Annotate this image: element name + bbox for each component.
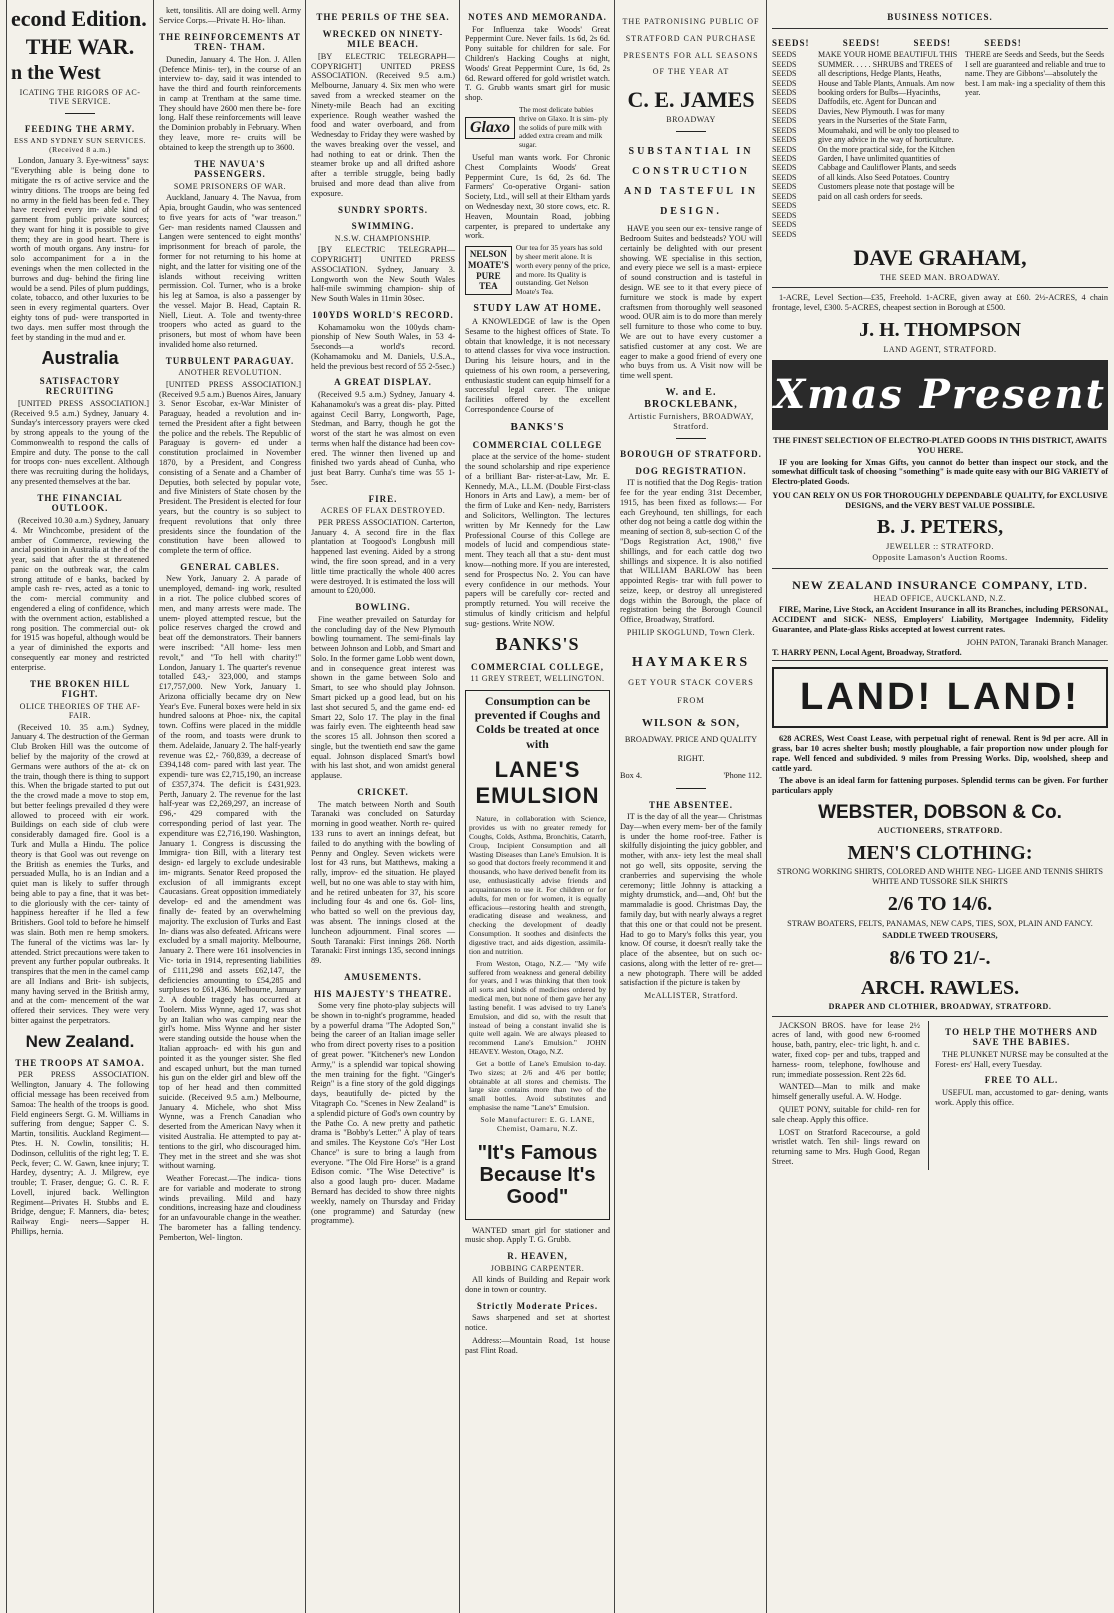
phone-number: 'Phone 112.: [723, 770, 762, 780]
seeds-word: SEEDS: [772, 78, 797, 88]
war-article: London, January 3. Eye-witness" says: "Everything able is being done to mitigate the rs of active service and the wintry ditions. The troops are being fed no army in the field has been fed e. They have received every im- able kind of garment from public private sources; they want for hing it is possible to give them; they are in good heart. There is worth of mouth organs. Any instru- for solo accompaniment for a in the evenings when the men collected in the burrows and dug- behind the firing line would be a send. Piles of plum puddings, colate, tobacco, and other luxuries to be seen in every regimental quarters. Over eighty tons of pud- were transported in two days. men suffer most through the feet by standing in the mud and er.: [11, 156, 149, 342]
column-rule: [459, 0, 460, 1613]
lanes-logo: LANE'S EMULSION: [475, 757, 600, 809]
broken-hill-heading: THE BROKEN HILL FIGHT.: [29, 678, 131, 700]
banks-name-2: BANKS'S: [495, 634, 580, 655]
thompson-sub: LAND AGENT, STRATFORD.: [883, 344, 997, 354]
theatre-heading: HIS MAJESTY'S THEATRE.: [314, 988, 452, 999]
land-text-2: The above is an ideal farm for fattening purposes. Splendid terms can be given. For further particulars apply: [772, 776, 1108, 796]
column-6: [768, 6, 1112, 1606]
banks-college-2: COMMERCIAL COLLEGE,: [470, 661, 604, 672]
famous-slogan: "It's Famous Because It's Good": [477, 1141, 598, 1208]
dog-text: IT is notified that the Dog Regis- tration fee for the year ending 31st December, 1915, has been fixed as follows:— For each Greyhound, ten shillings, for each other dog not being a cattle dog within the meaning of section 8, sub-section C of the "Dogs Registration Act, 1908," five shillings, and for each cattle dog two shillings and sixpence. It is also notified that WILLIAM BARLOW has been appointed Regis- trar with full power to seize, keep, or destroy all unregistered dogs within the Borough, the place of registration being the Borough Council Office, Broadway, Stratford.: [620, 478, 762, 625]
column-5: [616, 6, 766, 1606]
column-rule: [614, 0, 615, 1613]
mens-clothing-text-3: SADDLE TWEED TROUSERS,: [882, 931, 998, 941]
glaxo-logo: Glaxo: [465, 117, 515, 140]
the-war-heading: THE WAR.: [25, 33, 135, 59]
price-range-2: 8/6 TO 21/-.: [889, 947, 991, 970]
seeds-header: SEEDS! SEEDS! SEEDS! SEEDS!: [772, 37, 1022, 48]
war-credit: ESS AND SYDNEY SUN SERVICES. (Received 8 a.m.): [13, 135, 147, 154]
seeds-word: SEEDS: [772, 125, 797, 135]
column-rule: [153, 0, 154, 1613]
insurance-text: FIRE, Marine, Live Stock, an Accident Insurance in all its Branches, including PERSONAL, ACCIDENT and SICK- NESS, Employers' Liability, Mortgagee Indemnity, Fidelity Guarantee, and Plate-glass Risks accepted at lowest current rates.: [772, 605, 1108, 635]
peters-address: Opposite Lamason's Auction Rooms.: [872, 553, 1008, 563]
absentee-text: IT is the day of all the year— Christmas Day—when every mem- ber of the family is under the home roof-tree. Father is skilfully disjointing the juicy gobbler, and mother, with anx- iety lest the meal shall not go well, sits opposite, serving the cranberries and supervising the whole ceremony; little Johnny is attacking a mighty drumstick, and—and, Oh! but the mammaladie is good. Christmas Day, the family day, but with nearly always a regret that this one or that could not be present. Had to go to Mary's folks this year, you know. Of course, it doesn't really take the place of the absentee, but on such oc- casions, along with the letter of re- gret—a new photograph. There will be added satisfaction if the picture is taken by: [620, 812, 762, 988]
mens-clothing-text: STRONG WORKING SHIRTS, COLORED AND WHITE NEG- LIGEE AND TENNIS SHIRTS WHITE AND TUSSORE SILK SHIRTS: [776, 867, 1104, 887]
seeds-word: SEEDS: [772, 144, 797, 154]
notes-text: For Influenza take Woods' Great Peppermint Cure. Never fails. 1s 6d, 2s 6d. Pony suitable for children for sale. For Children's Hacking Coughs at night, Woods' Great Peppermint Cure, 1s 6d, 2s 6d. Reward offered for gold wristlet watch. T. G. Grubb wants smart girl for music shop.: [465, 24, 610, 103]
james-sub: BROADWAY: [666, 115, 716, 125]
navua-subheading: SOME PRISONERS OF WAR.: [173, 181, 287, 191]
box-number: Box 4.: [620, 770, 643, 780]
perils-heading: THE PERILS OF THE SEA.: [316, 12, 450, 22]
swimming-article: [BY ELECTRIC TELEGRAPH—COPYRIGHT] UNITED PRESS ASSOCIATION. Sydney, January 3. Longworth won the New South Wales half-mile swimming champion- ship of New South Wales in 11min 30sec.: [311, 245, 455, 304]
glaxo-text: The most delicate babies thrive on Glaxo. It is sim- ply the solids of pure milk with added extra cream and milk sugar.: [519, 104, 608, 150]
weather-forecast: Weather Forecast.—The indica- tions are for variable and moderate to strong winds prevailing. Mild and hazy conditions, increasing haze and cloudiness for an unfavourable change in the weather. The barometer has a falling tendency. Pemberton, Wel- lington.: [159, 1174, 301, 1242]
nelson-logo: NELSON MOATE'S PURE TEA: [465, 246, 512, 294]
seeds-word: SEEDS: [772, 163, 797, 173]
peters-sub: JEWELLER :: STRATFORD.: [886, 542, 994, 552]
useful-man-ad: USEFUL man, accustomed to gar- dening, wants work. Apply this office.: [935, 1088, 1108, 1107]
australia-heading: Australia: [41, 348, 119, 369]
seeds-word: SEEDS: [772, 106, 797, 116]
swimming-heading: SWIMMING.: [351, 221, 415, 232]
james-name: C. E. JAMES: [627, 87, 755, 113]
heaven-address: Address:—Mountain Road, 1st house past Flint Road.: [465, 1336, 610, 1355]
display-article: (Received 9.5 a.m.) Sydney, January 4. Kahanamoku's was a great dis- play. Pitted against Cecil Barry, Longworth, Page, Stedman, and Barry, though he got the worst of the start he was almost on even terms when half the distance had been cov- ered. The winner then livened up and finished two yards ahead of Cunha, who just beat Barry. Cunha's time was 55 1-5sec.: [311, 390, 455, 488]
wanted-ad: WANTED smart girl for stationer and music shop. Apply T. G. Grubb.: [465, 1225, 610, 1245]
samoa-heading: THE TROOPS AT SAMOA.: [15, 1057, 145, 1068]
cricket-article: The match between North and South Taranaki was concluded on Saturday morning in good weather. North re- quired 133 runs to avert an innings defeat, but failed to do anything with the bowling of Penny and Ongley. Seven wickets were lost for 43 runs, but Matthews, making a rally, improv- ed the situation. He played well, but no one was able to stay with him, and he retired unbeaten for 37, his score including four 4s and one 6s. Gol- lins, who batted so well on the previous day, was absent. The innings closed at the luncheon adjournment. Final scores — South Taranaki: First innings 268. North Taranaki: First innings 135, second innings 89.: [311, 799, 455, 966]
free-to-all: FREE TO ALL.: [984, 1075, 1059, 1086]
column-rule: [305, 0, 306, 1613]
heaven-prices: Strictly Moderate Prices.: [476, 1300, 599, 1311]
seeds-word: SEEDS: [772, 191, 797, 201]
heaven-text-2: Saws sharpened and set at shortest notice.: [465, 1313, 610, 1333]
wilson-name: WILSON & SON,: [641, 716, 741, 729]
lanes-maker: Sole Manufacturer: E. G. LANE, Chemist, Oamaru, N.Z.: [480, 1115, 595, 1133]
seeds-word: SEEDS: [772, 172, 797, 182]
column-2: [155, 6, 305, 1606]
cricket-heading: CRICKET.: [357, 787, 409, 798]
lanes-text-2: Get a bottle of Lane's Emulsion to-day. Two sizes; at 2/6 and 4/6 per bottle; obtainable at all stores and chemists. The large size contains more than two of the small bottles. Avoid substitutes and emphasise the name "Lane's" Emulsion.: [469, 1058, 606, 1113]
substantial-text: HAVE you seen our ex- tensive range of Bedroom Suites and bedsteads? YOU will certainly be delighted with our present showing. WE specialise in this section, and every piece we sell is a mast- erpiece of sound construction and is tasteful in design. WE see to it that every piece of furniture we stock is made by expert craftsmen from thoroughly well seasoned wood. OUR aim is to do more than merely sell furniture to those who come to buy. We are out to have every customer a satisfied customer at any cost. We are eager to make a good friend of every one who buys from us. A Visit now will be time well spent.: [620, 224, 762, 381]
column-rule: [766, 0, 767, 1613]
substantial-heading: SUBSTANTIAL IN CONSTRUCTION AND TASTEFUL IN DESIGN.: [623, 146, 759, 218]
fire-subheading: ACRES OF FLAX DESTROYED.: [320, 506, 446, 516]
seeds-main-text: MAKE YOUR HOME BEAUTIFUL THIS SUMMER. . . . . SHRUBS and TREES of all descriptions, Hedge Plants, Heaths, House and Table Plants, Annuals. Am now booking orders for Bulbs—Hyacinths, Daffodils, etc. Agent for Duncan and Davies, New Plymouth. I was for many years in the Nurseries of the State Farm, Moumahaki, and will be only too pleased to give any advice in the way of horticulture. On the more practical side, for the Kitchen Garden, I have unlimited quantities of Cabbage and Cauliflower Plants, and seeds of all kinds. Also Seed Potatoes. Country Customers please note that postage will be paid on all cash orders for seeds.: [818, 50, 959, 201]
column-4: [461, 6, 614, 1606]
haymakers-contact: [620, 771, 762, 781]
webster-sub: AUCTIONEERS, STRATFORD.: [877, 826, 1003, 836]
rawles-name: ARCH. RAWLES.: [860, 976, 1020, 999]
brocklebank-name: W. and E. BROCKLEBANK,: [644, 386, 738, 410]
new-zealand-heading: New Zealand.: [25, 1031, 135, 1051]
insurance-manager: JOHN PATON, Taranaki Branch Manager.: [966, 637, 1108, 647]
display-heading: A GREAT DISPLAY.: [334, 377, 432, 388]
xmas-text-3: YOU CAN RELY ON US FOR THOROUGHLY DEPENDABLE QUALITY, for EXCLUSIVE DESIGNS, and the VERY BEST VALUE POSSIBLE.: [772, 490, 1108, 510]
mens-clothing-text-2: STRAW BOATERS, FELTS, PANAMAS, NEW CAPS, TIES, SOX, PLAIN AND FANCY.: [787, 918, 1093, 928]
banks-college: COMMERCIAL COLLEGE: [472, 439, 603, 450]
land-banner: LAND! LAND!: [772, 667, 1108, 728]
lanes-testimonial: From Weston, Otago, N.Z.— "My wife suffered from weakness and general debility for years, and I was thinking that then took all sorts and kinds of medicines ordered by medical men, but none of them gave her any lasting benefit. I was advised to try Lane's Emulsion, and did so, with the result that instead of being a constant invalid she is quite well again. We are always pleased to recommend Lane's Emulsion." JOHN HEAVEY. Weston, Otago, N.Z.: [469, 958, 606, 1057]
wreck-article: [BY ELECTRIC TELEGRAPH—COPYRIGHT] UNITED PRESS ASSOCIATION. (Received 9.5 a.m.) Melbourne, January 4. Six men who were saved from a wrecked steamer on the Ninety-mile Beach had an exciting experience. Rough weather washed the food and water overboard, and from Wednesday to Friday they were washed by the waves breaking over the vessel, and had nothing to eat or drink. Then the steamer broke up and all drifted ashore after a terrible struggle, being badly bruised and more dead than alive from exposure.: [311, 51, 455, 198]
war-subheading: ICATING THE RIGORS OF AC- TIVE SERVICE.: [19, 87, 141, 106]
study-law-text-2: place at the service of the home- student the sound scholarship and ripe experience of a brilliant Bar- rister-at-Law, Mr. E. Kennedy, M.A., LL.M. (Double First-class Honors in Arts and Law), a mem- ber of the firm of Luke and Ken- nedy, Barristers and Solicitors, Wellington. The lectures written by Mr Kennedy for the Law Professional Course of this College are models of lucid and compendious state- ment. They teach all that a stu- dent must know—nothing more. If you are interested, send for Prospectus No. 2. You can have every confidence in our methods. Your papers will be carefully cor- rected and promptly returned. You will receive the stimulus of kindly criticism and helpful sug- gestions. Write NOW.: [465, 452, 610, 628]
banks-address: 11 GREY STREET, WELLINGTON.: [470, 674, 605, 684]
seeds-grid: [772, 50, 1108, 239]
nelson-tea-ad: [465, 244, 610, 297]
consumption-text: Consumption can be prevented if Coughs and Colds be treated at once with: [474, 693, 601, 751]
broken-hill-article: (Received 10. 35 a.m.) Sydney, January 4. The destruction of the German Club Broken Hill was the outcome of belief by the majority of the crowd at Germans were authors of the at- ck on the train, though there is thing to support this. When the brigade started to put out the the crowd made a move to stop em, but better feelings prevailed d they were allowed to proceed with eir work. Buildings on each side of club were considerably damaged fire. Gool is a Turk and Mulla a Hindu. The police theory is that Gool was out revenge on the British as enemies the Turks, and persuaded Mulla, ho is an Indian and a quiet man is likely to suffer through being able to pay a fine, that it was bet- to die gloriously with the cer- tainty of happiness hereafter if he lled a few Britishers. Gool told to before he himself was slain. Both men re hemp smokers. The funeral of the victims was lar- ly attended. Strict precautions were taken to prevent any further popular outbreaks. It transpires that the men in the camel camp are all Indians and Brit- ish subjects, many having served in the British army, and at the com- mencement of the war offered their services. They were very bitter against the perpetrators.: [11, 722, 150, 1026]
seeds-column: [772, 50, 814, 239]
financial-article: (Received 10.30 a.m.) Sydney, January 4. Mr Winchcombe, president of the amber of Commerce, reviewing the ancial position in Australia at the d of the year, said that after the st threatened panic on the outbreak war, the calm strong attitude of e banks, backed by ample cash re- rves, acted as a tonic to the com- mercial community and engendered a eling of confidence, which with the overnment action, established a rong position. The commercial out- ok for 1915 was hopeful, although would be a year of diminished the exports and consequently ear money and restricted enterprise.: [11, 516, 149, 672]
fire-article: PER PRESS ASSOCIATION. Carterton, January 4. A second fire in the flax plantation at Toogood's Longbush mill happened last evening. Aided by a strong wind, the fire soon spread, and in a very little time practically the whole 400 acres were destroyed. It is estimated the loss will amount to £20,000.: [311, 517, 455, 596]
seeds-word: SEEDS: [772, 220, 797, 230]
lanes-emulsion-ad: [465, 690, 610, 1220]
samoa-article: PER PRESS ASSOCIATION. Wellington, January 4. The following official message has been received from Samoa: The health of the troops is good. Field engineers Sergt. G. M. Williams in suffering from dengue; Sapper C. S. Martin, tonsilitis. Auckland Regiment—Ptes. H. N. Cowlin, tonsilitis; H. Dodinson, cellulitis of the right leg; T. E. Peck, fever; C. W. Gawn, knee injury; T. Hardey, dysentry; A. J. Milgrew, eye trouble; T. Fraser, dengue; G. C. R. F. Lovell, injured back. Wellington Regiment—Privates H. Stubbs and E. Bridge, dengue; F. Manners, dia- betes; Railway Engi- neers—Sapper H. Phillips, hernia.: [11, 1070, 149, 1236]
study-law-heading: STUDY LAW AT HOME.: [473, 303, 602, 315]
insurance-name: NEW ZEALAND INSURANCE COMPANY, LTD.: [792, 577, 1088, 592]
seeds-word: SEEDS: [772, 116, 797, 126]
haymakers-heading: HAYMAKERS: [631, 655, 751, 671]
price-range-1: 2/6 TO 14/6.: [887, 892, 993, 915]
notes-text-2: Useful man wants work. For Chronic Chest Complaints Woods' Great Peppermint Cure, 1s 6d, 2s 6d. The Farmers' Co-operative Organi- sation Society, Ltd., will sell at their Eltham yards on Wednesday next, 30 store cows, etc. R. Heaven, Mountain Road, jobbing carpenter, is prepared to undertake any work.: [465, 153, 610, 241]
banks-name: BANKS'S: [510, 420, 565, 433]
recruiting-article: [UNITED PRESS ASSOCIATION.] (Received 9.5 a.m.) Sydney, January 4. Sunday's intercessory prayers were cked by strong appeals to the young of the Commonwealth to respond the calls of Empire and duty. The ponse to the call for troops con- nues excellent. Although there was recruiting during the holidays, any presented themselves at the bar.: [11, 398, 149, 486]
wreck-heading: WRECKED ON NINETY-MILE BEACH.: [322, 28, 444, 50]
dave-graham-name: DAVE GRAHAM,: [853, 244, 1027, 270]
paraguay-heading: TURBULENT PARAGUAY.: [165, 355, 295, 366]
xmas-present-banner: Xmas Present: [772, 360, 1108, 430]
mens-clothing-heading: MEN'S CLOTHING:: [847, 841, 1033, 864]
brocklebank-sub: Artistic Furnishers, BROADWAY, Stratford.: [628, 412, 754, 431]
absentee-sign: McALLISTER, Stratford.: [644, 991, 738, 1001]
glaxo-ad: [465, 106, 610, 150]
continued-text: kett, tonsilitis. All are doing well. Army Service Corps.—Private H. Ho- lihan.: [159, 6, 301, 25]
quiet-pony-ad: QUIET PONY, suitable for child- ren for sale cheap. Apply this office.: [772, 1104, 920, 1124]
small-ads-right: [928, 1021, 1108, 1170]
seeds-ad: [772, 28, 1108, 289]
reinforcements-article: Dunedin, January 4. The Hon. J. Allen (Defence Minis- ter), in the course of an interview to- day, said it was intended to have the third and fourth reinforcements in camp at Trentham at the same time. They should have 2600 men there be- fore long. Half these reinforcements will leave the Dominion probably in February. When they leave, more re- cruits will be obtained to keep the strength up to 3600.: [159, 54, 301, 152]
divider: [620, 433, 762, 443]
plunket-text: THE PLUNKET NURSE may be consulted at the Forest- ers' Hall, every Tuesday.: [935, 1049, 1108, 1069]
swimming-subheading: N.S.W. CHAMPIONSHIP.: [334, 233, 432, 243]
general-cables-article: New York, January 2. A parade of unemployed, demand- ing work, resulted in a riot. The police clubbed scores of men, and many arrests were made. The unem- ployed attempted rescue, but the police reserves charged the crowd and beat off the demonstrators. Their banners were inscribed: "All home- less men revolt," and "To hell with charity!" London, January 1. The quarter's revenue totalled £43,- 323,000, and stamps £17,757,000. New York, January 1. Arizona officially became dry on New Year's Eve. Funeral boxes were held in six hundred saloons at Phoe- nix, the capital town. Coffins were placed in the middle of the room, and toasts were drunk to them. Adelaide, January 2. The half-yearly revenue was £2,- 760,839, a decrease of £394,148 com- pared with last year. The expendi- ture was £2,715,190, an increase of £357,374. The deficit is £431,923. Perth, January 2. The revenue for the last half-year was £2,269,297, an increase of £96,- 429 compared with the corresponding period of last year. The expenditure was £2,716,190. Washington, January 1. Congress is discussing the Immigra- tion Bill, with a literary test design- ed largely to exclude undesirable im- migrants. Senator Reed proposed the exclusion of all immigrants except Caucasians. Great opposition immediately develop- ed and the amendment was finally de- feated by an overwhelming majority. The exclusion of Turks and East In- dians was also defeated. Africans were excluded by a small majority. Melbourne, January 2. There were 161 insolvencies in Vic- toria in 1914, representing liabilities of £111,298 and assets £62,147, the deficiencies amounting to £54,285 and surpluses to £61,436. Melbourne, January 2. A double tragedy has occurred at Toolern. Miss Wynne, aged 17, was shot by an Italian who was camping near the girl's home. Miss Wynne and her sister were standing outside the house when the Italian approach- ed with his gun and pointed it as the younger sister. She fled and escaped unhurt, but the man turned his gun on the elder girl and blew off the top of her head and then committed suicide. (Received 9.5 a.m.) Melbourne, January 4. Michele, who shot Miss Wynne, was a French Canadian who deserted from the American Navy when it visited Australia. He attempted to pay at- tentions to the girl, who discouraged him. They met in the street and she was shot without warning.: [159, 574, 301, 1171]
lanes-text: Nature, in collaboration with Science, provides us with no greater remedy for Coughs, Colds, Asthma, Bronchitis, Catarrh, Croup, Incipient Consumption and all Wasting Diseases than Lane's Emulsion. It is so good that doctors freely recommend it and thousands, who have derived benefit from its use, enthusiastically advise friends and acquaintances to use it. For children or for adults, for men or for women, it is equally efficacious—restoring health and strength, eradicating disease and weakness, and checking the development of deadly Consumption. It soothes and disinfects the digestive tract, and aids digestion, assimila- tion and nutrition.: [469, 814, 606, 956]
sundry-sports-heading: SUNDRY SPORTS.: [337, 204, 429, 215]
small-ads-left: [772, 1021, 920, 1170]
seeds-word: SEEDS: [772, 154, 797, 164]
rawles-sub: DRAPER AND CLOTHIER, BROADWAY, STRATFORD.: [828, 1002, 1052, 1012]
seeds-word: SEEDS: [772, 229, 797, 239]
broken-hill-subheading: OLICE THEORIES OF THE AF- FAIR.: [19, 701, 141, 721]
paraguay-article: [UNITED PRESS ASSOCIATION.] (Received 9.5 a.m.) Buenos Aires, January 3. Senor Escobar, ex-War Minister of Paraguay, headed a revolution and in- terned the President after a fight between the police and the rebels. The Republic of Paraguay is govern- ed under a constitution proclaimed in November 1870, by a President, and Congress consisting of a Senate and a Chamber of Deputies, both selected by popular vote, and five Ministers of State chosen by the President. The President is elected for four years, but the country is so subject to frequent revolutions that only three presidents since the foundation of the constitution have been allowed to complete the term of office.: [159, 379, 301, 556]
column-3: [307, 6, 459, 1606]
seeds-right-text: THERE are Seeds and Seeds, but the Seeds I sell are guaranteed and reliable and true to name. They are Gibbons'—absolutely the best. I am mak- ing a speciality of them this year.: [965, 50, 1106, 97]
dog-sign: PHILIP SKOGLUND, Town Clerk.: [626, 628, 756, 638]
column-1: [7, 6, 153, 1606]
dave-graham-sub: THE SEED MAN. BROADWAY.: [879, 272, 1001, 282]
land-text: 628 ACRES, West Coast Lease, with perpetual right of renewal. Rent is 9d per acre. All in grass, bar 10 acres shelter bush; mostly ploughable, a fair proportion now under plough for rape. Well fenced and subdivided. 9 miles from Pressing Works. Dip, woolshed, sheep and cattle yard.: [772, 734, 1108, 773]
nelson-text: Our tea for 35 years has sold by sheer merit alone. It is worth every penny of the price, and more. Its Quality is outstanding. Get Nelson Moate's Tea.: [515, 243, 610, 297]
patron-ad: THE PATRONISING PUBLIC OF STRATFORD CAN PURCHASE PRESENTS FOR ALL SEASONS OF THE YEAR AT: [622, 17, 760, 77]
financial-heading: THE FINANCIAL OUTLOOK.: [37, 492, 123, 514]
peters-name: B. J. PETERS,: [876, 516, 1004, 539]
heaven-name: R. HEAVEN,: [507, 1251, 568, 1262]
absentee-heading: THE ABSENTEE.: [648, 799, 734, 810]
dog-heading: DOG REGISTRATION.: [635, 465, 747, 476]
seeds-word: SEEDS: [772, 59, 797, 69]
lost-watch-ad: LOST on Stratford Racecourse, a gold wristlet watch. Ten shil- lings reward on returning same to Mrs. Hugh Good, Regan Street.: [772, 1127, 920, 1166]
borough-heading: BOROUGH OF STRATFORD.: [620, 449, 762, 460]
general-cables-heading: GENERAL CABLES.: [180, 561, 280, 572]
business-notices-heading: BUSINESS NOTICES.: [887, 12, 993, 22]
webster-name: WEBSTER, DOBSON & Co.: [818, 801, 1062, 823]
xmas-text-2: IF you are looking for Xmas Gifts, you cannot do better than inspect our stock, and the somewhat difficult task of choosing "something" is made quite easy with our BIG VARIETY of Electro-plated Goods.: [772, 457, 1108, 487]
seeds-word: SEEDS: [772, 69, 797, 79]
reinforcements-heading: THE REINFORCEMENTS AT TREN- THAM.: [159, 31, 301, 53]
divider: [620, 127, 762, 137]
heaven-text: All kinds of Building and Repair work done in town or country.: [465, 1275, 610, 1295]
study-law-text: A KNOWLEDGE of law is the Open Sesame to the highest offices of State. To obtain that knowledge, it is not necessary to attend classes for viva voce instruction. During his leisure hours, and in the quietness of his own room, a persevering, enthusiastic student can equip himself for a successful legal career. The unique facilities offered by the excellent Correspondence Course of: [465, 316, 610, 414]
seeds-word: SEEDS: [772, 87, 797, 97]
amusements-heading: AMUSEMENTS.: [344, 971, 422, 982]
edition-banner: econd Edition.: [11, 6, 147, 31]
thompson-text: 1-ACRE, Level Section—£35, Freehold. 1-ACRE, given away at £60. 2½-ACRES, 4 chain frontage, level, £300. 5-ACRES, cheapest section in Borough at £500.: [772, 293, 1108, 313]
recruiting-heading: SATISFACTORY RECRUITING: [39, 375, 121, 397]
fire-heading: FIRE.: [368, 493, 398, 504]
divider: [620, 784, 762, 794]
insurance-sub: HEAD OFFICE, AUCKLAND, N.Z.: [873, 594, 1007, 604]
navua-heading: THE NAVUA'S PASSENGERS.: [194, 158, 266, 180]
haymakers-text-2: BROADWAY. PRICE AND QUALITY RIGHT.: [624, 735, 758, 763]
theatre-article: Some very fine photo-play subjects will be shown in to-night's programme, headed by a powerful drama "The Adopted Son," being the career of an Italian image seller who from direct poverty rises to a position of great power. "Kitchener's new London Army," is a splendid war topical showing the men training for the fight. "Ginger's Reign" is a fine story of the gold diggings days, beautifully de- picted by the Vitagraph Co. "Scenes in New Zealand" is a splendid picture of God's own country by the Pathe Co. A new pretty and pathetic drama is "Bobby's Letter." A play of tears and smiles. The Keystone Co's "Her Lost Chance" is sure to bring a laugh from everyone. "The Old Fire Horse" is a grand Edison comic. "The Wise Detective" is also a good laugh pro- ducer. Madame Bernard has decided to show three nights weekly, namely on Thursday and Friday (one programme) and Saturday (new programme).: [311, 1001, 455, 1226]
small-ads: [772, 1016, 1108, 1170]
seeds-word: SEEDS: [772, 210, 797, 220]
record-article: Kohamamoku won the 100yds cham- pionship of New South Wales, in 53 4-5seconds—a world's record. (Kohamamoku and M. Daniels, U.S.A., held the previous best record of 55 2-5sec.): [311, 322, 455, 371]
in-the-west-heading: n the West: [11, 61, 101, 84]
divider: [11, 108, 149, 118]
notes-heading: NOTES AND MEMORANDA.: [468, 12, 607, 22]
jackson-ad: JACKSON BROS. have for lease 2½ acres of land, with good new 6-roomed house, bath, pantry, elec- tric light, h. and c. water, fixed cop- per and tubs, trapped and harness- room, telephone, fowlhouse and run; immediate possession. Rent 22s 6d.: [772, 1020, 920, 1079]
feeding-heading: FEEDING THE ARMY.: [24, 124, 136, 135]
seeds-word: SEEDS: [772, 50, 797, 60]
heaven-sub: JOBBING CARPENTER.: [490, 1263, 585, 1273]
bowling-heading: BOWLING.: [355, 602, 411, 613]
wanted-man-ad: WANTED—Man to milk and make himself generally useful. A. W. Hodge.: [772, 1082, 920, 1102]
seeds-word: SEEDS: [772, 135, 797, 145]
insurance-agent: T. HARRY PENN, Local Agent, Broadway, Stratford.: [772, 647, 962, 657]
insurance-ad: [772, 568, 1108, 662]
haymakers-text: GET YOUR STACK COVERS FROM: [628, 678, 754, 706]
thompson-name: J. H. THOMPSON: [859, 318, 1021, 341]
xmas-text: THE FINEST SELECTION OF ELECTRO-PLATED GOODS IN THIS DISTRICT, AWAITS YOU HERE.: [773, 435, 1107, 455]
navua-article: Auckland, January 4. The Navua, from Apia, brought Gaudin, who was sentenced to five years for acts of "war treason." Ger- man residents named Claussen and Langen were sentenced to eight months' imprisonment for breach of parole, the former for not returning to his home at night, and the latter for visiting one of the islands without receiving written permission. Col. Turner, who is a broke his leg at Samoa, is also a passenger by the vessel. Major B. Head, Captain R. Niell, Lieut. A. Tole and twenty-three troopers who acted as guard to the prisoners, but most of whom have been invalided home also returned.: [159, 193, 301, 349]
record-heading: 100YDS WORLD'S RECORD.: [312, 309, 454, 320]
bowling-article: Fine weather prevailed on Saturday for the concluding day of the New Plymouth bowling tournament. The semi-finals lay between Johnson and Lobb, and Smart and Solo. In the former game Lobb went down, and in consequence great interest was shown in the game between Solo and Smart, to see who should play Johnson. Smart picked up a good lead, but on his last shot secured 5, and the game end- ed Smart 22, Solo 17. The play in the final was fairly even. The eighteenth head saw the scores 15 all. Johnson then scored a single, but the twentieth end saw the game equal. Johnson displaced Smart's bowl with his last shot, and won amidst general applause.: [311, 614, 455, 781]
paraguay-subheading: ANOTHER REVOLUTION.: [178, 368, 282, 378]
plunket-heading: TO HELP THE MOTHERS AND SAVE THE BABIES.: [945, 1026, 1098, 1048]
seeds-word: SEEDS: [772, 201, 797, 211]
seeds-word: SEEDS: [772, 97, 797, 107]
seeds-word: SEEDS: [772, 182, 797, 192]
